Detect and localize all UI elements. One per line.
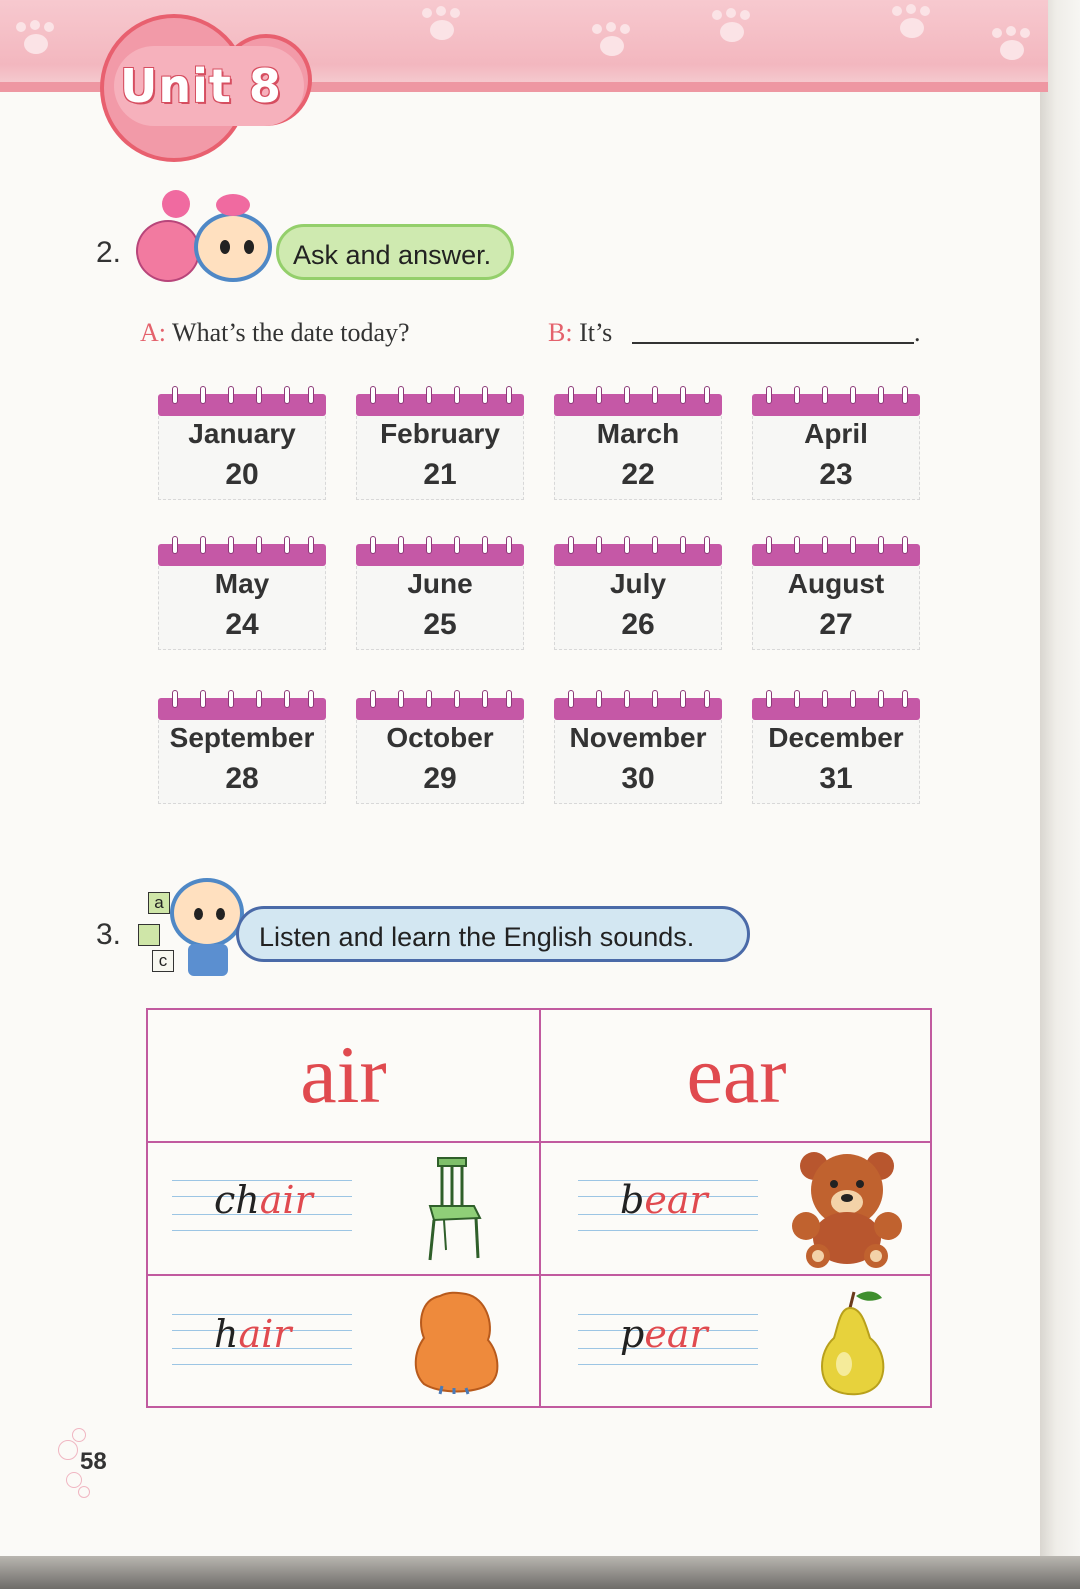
paw-print-icon xyxy=(990,26,1034,64)
calendar-header xyxy=(356,698,524,720)
calendar-ring xyxy=(680,690,686,708)
sounds-table xyxy=(146,1008,932,1408)
word-bear: bear xyxy=(620,1178,708,1222)
calendar-day: 22 xyxy=(621,458,655,491)
kids-ask-icon xyxy=(132,190,282,286)
answer-blank[interactable] xyxy=(632,342,914,344)
calendar-ring xyxy=(426,536,432,554)
calendar-ring xyxy=(482,690,488,708)
calendar-august xyxy=(752,536,920,650)
kid-letters-icon xyxy=(138,878,248,978)
calendar-ring xyxy=(308,536,314,554)
calendar-month: October xyxy=(386,722,494,753)
calendar-header xyxy=(158,544,326,566)
calendar-april xyxy=(752,386,920,500)
calendar-ring xyxy=(426,690,432,708)
calendar-ring xyxy=(370,690,376,708)
calendar-ring xyxy=(228,690,234,708)
calendar-ring xyxy=(766,386,772,404)
calendar-month: September xyxy=(169,722,315,753)
calendar-ring xyxy=(200,536,206,554)
calendar-ring xyxy=(568,386,574,404)
calendar-ring xyxy=(878,536,884,554)
calendar-ring xyxy=(426,386,432,404)
calendar-ring xyxy=(902,386,908,404)
instruction-bubble: Ask and answer. xyxy=(276,224,514,280)
calendar-ring xyxy=(506,690,512,708)
word-chair: chair xyxy=(214,1178,313,1222)
calendar-header xyxy=(752,544,920,566)
calendar-ring xyxy=(284,536,290,554)
calendar-ring xyxy=(172,536,178,554)
calendar-ring xyxy=(766,536,772,554)
calendar-ring xyxy=(850,536,856,554)
calendar-ring xyxy=(454,536,460,554)
calendar-ring xyxy=(398,690,404,708)
calendar-day: 31 xyxy=(819,762,853,795)
calendar-day: 28 xyxy=(225,762,259,795)
page-edge xyxy=(1040,0,1080,1589)
calendar-header xyxy=(356,544,524,566)
calendar-october xyxy=(356,690,524,804)
calendar-ring xyxy=(228,386,234,404)
calendar-ring xyxy=(794,690,800,708)
answer-period: . xyxy=(914,318,921,347)
calendar-ring xyxy=(822,386,828,404)
calendar-february xyxy=(356,386,524,500)
calendar-ring xyxy=(256,536,262,554)
calendar-ring xyxy=(200,386,206,404)
instruction-bubble: Listen and learn the English sounds. xyxy=(236,906,750,962)
calendar-ring xyxy=(482,386,488,404)
calendar-day: 21 xyxy=(423,458,457,491)
calendar-ring xyxy=(256,690,262,708)
calendar-ring xyxy=(850,386,856,404)
calendar-ring xyxy=(308,690,314,708)
calendar-ring xyxy=(652,386,658,404)
paw-print-icon xyxy=(710,8,754,46)
calendar-ring xyxy=(822,536,828,554)
calendar-ring xyxy=(652,690,658,708)
word-cell xyxy=(578,1174,758,1234)
calendar-ring xyxy=(256,386,262,404)
calendar-ring xyxy=(794,536,800,554)
unit-badge xyxy=(100,6,312,156)
calendar-ring xyxy=(506,386,512,404)
sound-heading-ear: ear xyxy=(686,1029,787,1120)
calendar-ring xyxy=(704,536,710,554)
word-cell xyxy=(172,1174,352,1234)
calendar-header xyxy=(752,698,920,720)
calendar-ring xyxy=(822,690,828,708)
letter-block xyxy=(138,924,160,946)
word-cell xyxy=(578,1308,758,1368)
word-hair: hair xyxy=(214,1312,292,1356)
calendar-ring xyxy=(596,536,602,554)
calendar-month: April xyxy=(804,418,868,449)
calendar-header xyxy=(356,394,524,416)
sound-heading-air: air xyxy=(300,1029,387,1120)
calendar-day: 30 xyxy=(621,762,655,795)
calendar-ring xyxy=(228,536,234,554)
calendar-month: August xyxy=(787,568,885,599)
calendar-month: July xyxy=(609,568,667,599)
calendar-ring xyxy=(850,690,856,708)
teddy-bear-icon xyxy=(788,1150,908,1268)
calendar-ring xyxy=(172,386,178,404)
calendar-ring xyxy=(568,690,574,708)
letter-block-c: c xyxy=(152,950,174,972)
calendar-ring xyxy=(902,536,908,554)
calendar-ring xyxy=(624,386,630,404)
calendar-day: 27 xyxy=(819,608,853,641)
calendar-header xyxy=(158,698,326,720)
pear-icon xyxy=(812,1286,892,1398)
calendar-ring xyxy=(596,386,602,404)
calendar-ring xyxy=(284,386,290,404)
calendar-header xyxy=(554,544,722,566)
calendar-ring xyxy=(200,690,206,708)
page-number: 58 xyxy=(80,1448,107,1475)
section-number: 3. xyxy=(96,918,122,951)
word-pear: pear xyxy=(620,1312,708,1356)
calendar-ring xyxy=(624,536,630,554)
calendar-ring xyxy=(878,386,884,404)
calendar-day: 24 xyxy=(225,608,259,641)
calendar-september xyxy=(158,690,326,804)
scan-shadow xyxy=(0,1556,1080,1589)
calendar-ring xyxy=(454,690,460,708)
calendar-ring xyxy=(172,690,178,708)
calendar-ring xyxy=(568,536,574,554)
calendar-ring xyxy=(454,386,460,404)
calendar-december xyxy=(752,690,920,804)
table-divider xyxy=(148,1274,930,1276)
calendar-ring xyxy=(308,386,314,404)
calendar-june xyxy=(356,536,524,650)
speaker-a-label: A: xyxy=(140,318,166,347)
calendar-may xyxy=(158,536,326,650)
calendar-month: November xyxy=(569,722,707,753)
calendar-ring xyxy=(398,536,404,554)
calendar-day: 29 xyxy=(423,762,457,795)
calendar-ring xyxy=(902,690,908,708)
calendar-month: May xyxy=(214,568,270,599)
calendar-ring xyxy=(680,536,686,554)
paw-print-icon xyxy=(890,4,934,42)
calendar-ring xyxy=(766,690,772,708)
speaker-b-label: B: xyxy=(548,318,573,347)
table-divider xyxy=(148,1141,930,1143)
answer-prefix: It’s xyxy=(579,318,613,347)
calendar-ring xyxy=(624,690,630,708)
calendar-day: 23 xyxy=(819,458,853,491)
hair-icon xyxy=(410,1290,502,1396)
calendar-ring xyxy=(704,386,710,404)
calendar-month: February xyxy=(380,418,500,449)
question-text: What’s the date today? xyxy=(172,318,410,347)
calendar-ring xyxy=(370,386,376,404)
calendar-day: 20 xyxy=(225,458,259,491)
calendar-ring xyxy=(596,690,602,708)
calendar-ring xyxy=(680,386,686,404)
calendar-header xyxy=(158,394,326,416)
calendar-month: March xyxy=(596,418,680,449)
question-line xyxy=(140,318,410,348)
letter-block-a: a xyxy=(148,892,170,914)
chair-icon xyxy=(424,1154,484,1264)
calendar-header xyxy=(554,394,722,416)
calendar-ring xyxy=(284,690,290,708)
calendar-day: 26 xyxy=(621,608,655,641)
calendar-ring xyxy=(652,536,658,554)
unit-title: Unit 8 xyxy=(120,59,282,113)
calendar-ring xyxy=(878,690,884,708)
calendar-ring xyxy=(482,536,488,554)
calendar-ring xyxy=(398,386,404,404)
answer-line xyxy=(548,318,612,348)
calendar-day: 25 xyxy=(423,608,457,641)
calendar-november xyxy=(554,690,722,804)
calendar-january xyxy=(158,386,326,500)
calendar-ring xyxy=(370,536,376,554)
paw-print-icon xyxy=(590,22,634,60)
calendar-month: December xyxy=(768,722,904,753)
calendar-month: January xyxy=(188,418,296,449)
section-number: 2. xyxy=(96,236,122,269)
calendar-header xyxy=(752,394,920,416)
calendar-month: June xyxy=(407,568,473,599)
calendar-ring xyxy=(506,536,512,554)
calendar-ring xyxy=(794,386,800,404)
word-cell xyxy=(172,1308,352,1368)
calendar-ring xyxy=(704,690,710,708)
calendar-header xyxy=(554,698,722,720)
paw-print-icon xyxy=(14,20,58,58)
calendar-july xyxy=(554,536,722,650)
paw-print-icon xyxy=(420,6,464,44)
calendar-march xyxy=(554,386,722,500)
